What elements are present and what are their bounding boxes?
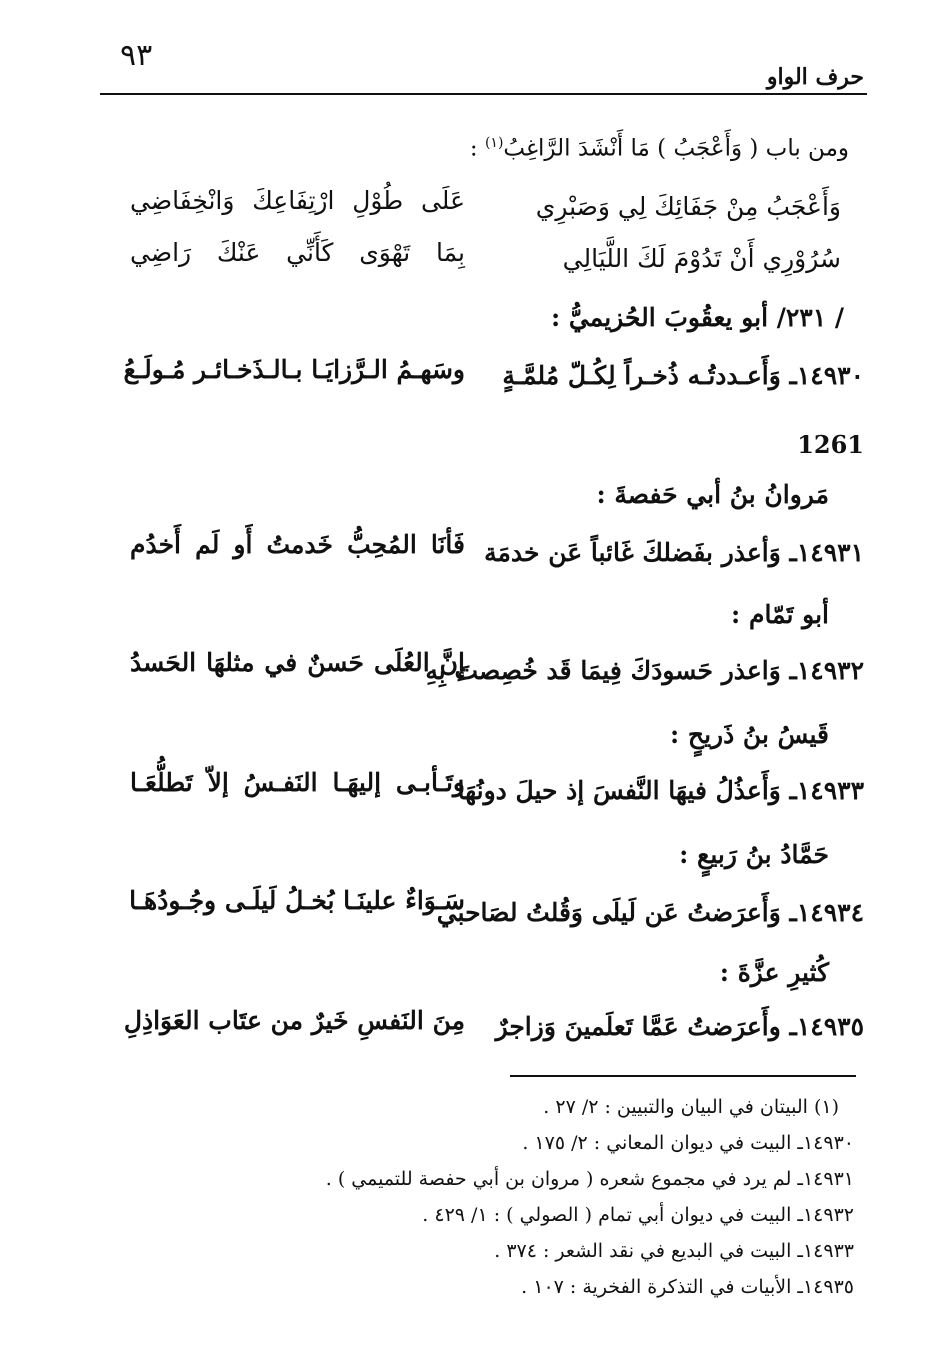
verse-hemistich-left: وسَهـمُ الـرَّزايَـا بـالـذَخـائـر مُـولَـعُ — [123, 355, 465, 384]
footnote: ١٤٩٣٥ـ الأبيات في التذكرة الفخرية : ١٠٧ . — [521, 1276, 854, 1298]
running-title: حرف الواو — [766, 64, 864, 90]
poet-name: / ٢٣١/ أبو يعقُوبَ الحُزيميُّ : — [551, 303, 844, 332]
verse-hemistich-right: وَأَعْجَبُ مِنْ جَفَائِكَ لِي وَصَبْرِي — [535, 192, 841, 221]
verse-hemistich-right: ١٤٩٣٢ـ وَاعذر حَسودَكَ فِيمَا قَد خُصِصتَ بِهِ — [425, 656, 864, 685]
poet-name: مَروانُ بنُ أبي حَفصةَ : — [596, 480, 829, 509]
verse-hemistich-left: عَلَى طُوْلِ ارْتِفَاعِكَ وَانْخِفَاضِي — [130, 186, 465, 215]
footnote: ١٤٩٣٣ـ البيت في البديع في نقد الشعر : ٣٧٤ . — [494, 1240, 854, 1262]
verse-hemistich-left: فَأنَا المُحِبُّ خَدمتُ أَو لَم أَخدُم — [130, 530, 465, 559]
poet-name: حَمَّادُ بنُ رَبيعٍ : — [679, 840, 829, 869]
verse-hemistich-right: ١٤٩٣٤ـ وَأَعرَضتُ عَن لَيلَى وَقُلتُ لصَاحبي — [436, 898, 864, 927]
line-number: 1261 — [797, 430, 864, 459]
verse-hemistich-right: ١٤٩٣٥ـ وأَعرَضتُ عَمَّا تَعلَمينَ وَزاجرٌ — [495, 1012, 864, 1041]
verse-hemistich-right: ١٤٩٣٠ـ وَأَعـددتُـه ذُخـراً لِكُـلّ مُلمَّـةٍ — [502, 361, 864, 390]
intro-text: ومن باب ( وَأَعْجَبُ ) مَا أَنْشَدَ الرَّاغِبُ — [503, 135, 849, 162]
footnote-marker: (١) — [484, 135, 504, 151]
poet-name: قَيسُ بنُ ذَريحٍ : — [670, 720, 829, 749]
verse-hemistich-left: وتَـأبـى إليهَـا النَفـسُ إلاّ تَطلُّعَـا — [130, 768, 465, 797]
verse-hemistich-right: ١٤٩٣٣ـ وَأَعذُلُ فيهَا النَّفسَ إذ حيلَ دونُهَا — [457, 776, 864, 805]
poet-name: أبو تَمّام : — [731, 600, 829, 629]
intro-colon: : — [469, 135, 485, 162]
page-number: ٩٣ — [120, 38, 153, 73]
verse-hemistich-left: بِمَا تَهْوَى كَأَنِّي عَنْكَ رَاضِي — [130, 238, 465, 267]
verse-hemistich-left: إِنَّ العُلَى حَسنٌ في مثلهَا الحَسدُ — [130, 648, 465, 677]
footnote: ١٤٩٣٠ـ البيت في ديوان المعاني : ٢/ ١٧٥ . — [522, 1132, 854, 1154]
verse-hemistich-left: سَـوَاءٌ علينَـا بُخـلُ لَيلَـى وجُـودُهَـا — [129, 886, 465, 915]
footnote: (١) البيتان في البيان والتبيين : ٢/ ٢٧ . — [543, 1096, 839, 1118]
intro-line — [470, 135, 849, 162]
poet-name: كُثيرِ عزَّةَ : — [719, 958, 829, 987]
verse-hemistich-left: مِنَ النَفسِ خَيرٌ من عتَاب العَوَاذِلِ — [123, 1006, 465, 1035]
footnote: ١٤٩٣٢ـ البيت في ديوان أبي تمام ( الصولي ) : ١/ ٤٢٩ . — [422, 1204, 854, 1226]
verse-hemistich-right: ١٤٩٣١ـ وَأعذر بفَضلكَ غَائباً عَن خدمَة — [484, 538, 864, 567]
verse-hemistich-right: سُرُوْرِي أَنْ تَدُوْمَ لَكَ اللَّيَالِي — [562, 244, 841, 273]
footnote-rule — [510, 1075, 856, 1077]
footnote: ١٤٩٣١ـ لم يرد في مجموع شعره ( مروان بن أبي حفصة للتميمي ) . — [325, 1168, 854, 1190]
header-rule — [100, 93, 867, 95]
